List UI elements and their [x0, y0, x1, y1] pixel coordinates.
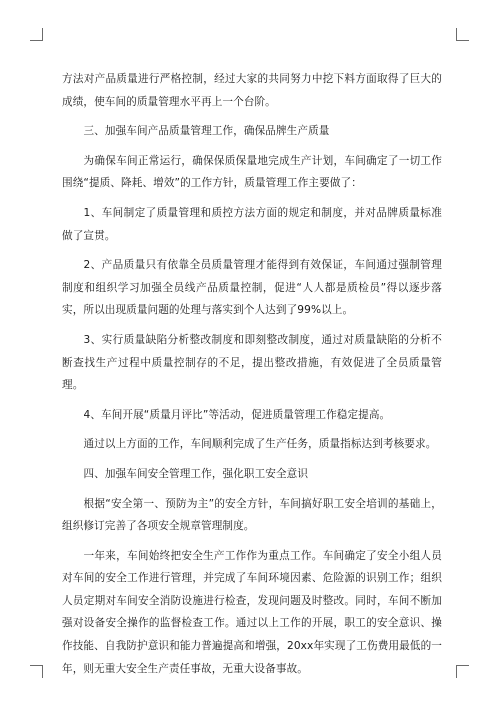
document-body: [62, 68, 442, 687]
section-heading-quality: 三、加强车间产品质量管理工作，确保品牌生产质量: [83, 125, 330, 138]
section-heading-safety: 四、加强车间安全管理工作，强化职工安全意识: [83, 467, 309, 480]
paragraph-safety-work: 一年来，车间始终把安全生产工作作为重点工作。车间确定了安全小组人员对车间的安全工作进行管理，并完成了车间环境因素、危险源的识别工作；组织人员定期对车间安全消防设施进行检查，发现问题及时整改。同时，车间不断加强对设备安全操作的监督检查工作。通过以上工作的开展，职工的安全意识、操作技能、自我防护意识和能力普遍提高和增强，20xx年实现了工伤费用最低的一年，则无重大安全生产责任事故，无重大设备事故。: [62, 549, 442, 675]
list-item-quality-3: 3、实行质量缺陷分析整改制度和即刻整改制度，通过对质量缺陷的分析不断查找生产过程中质量控制存的不足，提出整改措施，有效促进了全员质量管理。: [62, 333, 442, 392]
paragraph-quality-intro: 为确保车间正常运行，确保保质保量地完成生产计划，车间确定了一切工作围绕“提质、降耗、增效”的工作方针，质量管理工作主要做了：: [62, 154, 442, 190]
crop-mark-bottom-right: [456, 665, 469, 678]
list-item-quality-1: 1、车间制定了质量管理和质控方法方面的规定和制度，并对品牌质量标准做了宣贯。: [62, 206, 442, 242]
paragraph-quality-summary: 通过以上方面的工作，车间顺利完成了生产任务，质量指标达到考核要求。: [83, 438, 437, 451]
paragraph-continuation: 方法对产品质量进行严格控制，经过大家的共同努力中挖下料方面取得了巨大的成绩，使车间的质量管理水平再上一个台阶。: [62, 73, 442, 108]
crop-mark-bottom-left: [30, 665, 43, 678]
list-item-quality-2: 2、产品质量只有依靠全员质量管理才能得到有效保证，车间通过强制管理制度和组织学习加强全员线产品质量控制，促进“人人都是质检员”得以逐步落实，所以出现质量问题的处理与落实到个人达到了99%以上。: [62, 259, 442, 317]
paragraph-safety-policy: 根据“安全第一、预防为主”的安全方针，车间搞好职工安全培训的基础上，组织修订完善了各项安全规章管理制度。: [62, 497, 442, 533]
crop-mark-top-left: [30, 28, 43, 41]
list-item-quality-4: 4、车间开展“质量月评比”等活动，促进质量管理工作稳定提高。: [83, 408, 391, 421]
crop-mark-top-right: [456, 28, 469, 41]
